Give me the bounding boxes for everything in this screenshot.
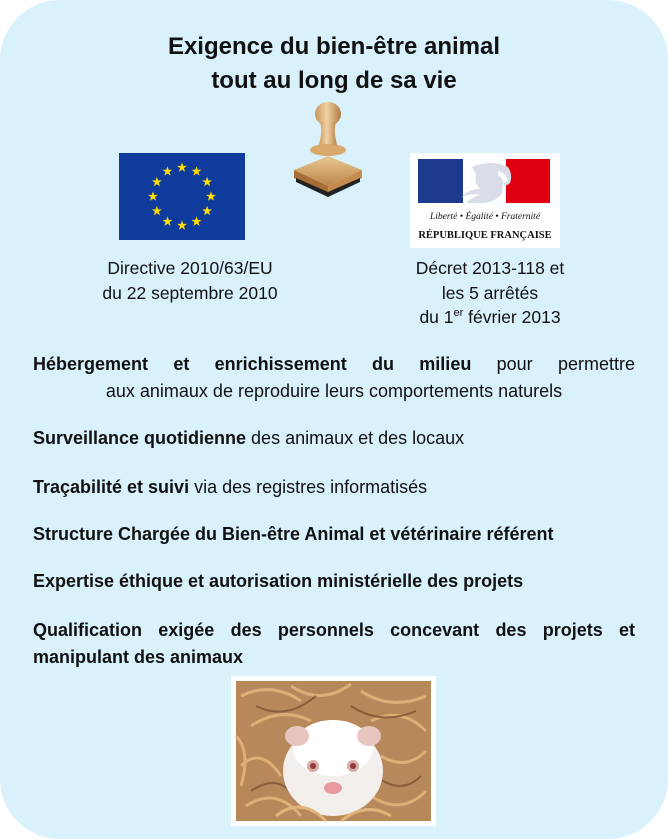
fr-red-band <box>506 159 550 203</box>
requirement-hebergement <box>33 351 635 378</box>
eu-star-icon <box>192 166 202 175</box>
requirement-hebergement-line2: aux animaux de reproduire leurs comportements naturels <box>105 381 563 401</box>
requirement-tracabilite-rest: via des registres informatisés <box>189 477 428 497</box>
requirement-expertise <box>33 568 635 595</box>
requirement-qualification-bold-1: Qualification exigée des personnels concevant des projets et <box>33 620 635 640</box>
eu-flag-icon <box>119 153 245 240</box>
decret-line3-sup: er <box>453 307 464 320</box>
eu-star-icon <box>177 220 187 229</box>
decret-line3-post: février 2013 <box>463 307 561 327</box>
eu-star-icon <box>152 177 162 186</box>
decret-caption <box>360 256 620 330</box>
republique-francaise-logo <box>410 153 560 248</box>
requirement-qualification-bold-2: manipulant des animaux <box>33 647 244 667</box>
decret-line1: Décret 2013-118 et <box>415 258 565 278</box>
eu-star-icon <box>163 166 173 175</box>
requirement-surveillance <box>33 425 635 452</box>
eu-stars <box>119 153 245 240</box>
eu-star-icon <box>148 191 158 200</box>
fr-name: RÉPUBLIQUE FRANÇAISE <box>418 230 552 241</box>
eu-star-icon <box>192 216 202 225</box>
page-title-line1: Exigence du bien-être animal <box>167 33 501 60</box>
requirement-surveillance-bold: Surveillance quotidienne <box>33 428 247 448</box>
requirement-expertise-bold: Expertise éthique et autorisation ministérielle des projets <box>33 571 524 591</box>
eu-star-icon <box>152 206 162 215</box>
stamp-icon <box>290 100 366 200</box>
decret-line2: les 5 arrêtés <box>441 282 539 303</box>
eu-star-icon <box>163 216 173 225</box>
fr-blue-band <box>418 159 463 203</box>
requirement-structure-bold: Structure Chargée du Bien-être Animal et vétérinaire référent <box>33 524 554 544</box>
decret-line3 <box>360 305 620 330</box>
requirement-structure <box>33 521 635 548</box>
directive-line1: Directive 2010/63/EU <box>107 258 273 278</box>
requirement-hebergement-rest: pour permettre <box>471 354 635 374</box>
requirement-surveillance-rest: des animaux et des locaux <box>246 428 465 448</box>
eu-star-icon <box>206 191 216 200</box>
directive-line2: du 22 septembre 2010 <box>102 282 278 303</box>
directive-caption <box>60 256 320 305</box>
fr-motto: Liberté • Égalité • Fraternité <box>429 212 541 222</box>
requirement-qualification-line2 <box>33 644 635 671</box>
decret-line3-pre: du 1 <box>419 307 454 327</box>
requirement-qualification <box>33 617 635 644</box>
page-title-line2: tout au long de sa vie <box>211 67 457 94</box>
requirement-tracabilite-bold: Traçabilité et suivi <box>33 477 190 497</box>
eu-star-icon <box>202 206 212 215</box>
guinea-pig-photo <box>231 676 436 826</box>
eu-star-icon <box>177 162 187 171</box>
requirement-tracabilite <box>33 474 635 501</box>
requirement-hebergement-bold: Hébergement et enrichissement du milieu <box>33 354 472 374</box>
eu-star-icon <box>202 177 212 186</box>
